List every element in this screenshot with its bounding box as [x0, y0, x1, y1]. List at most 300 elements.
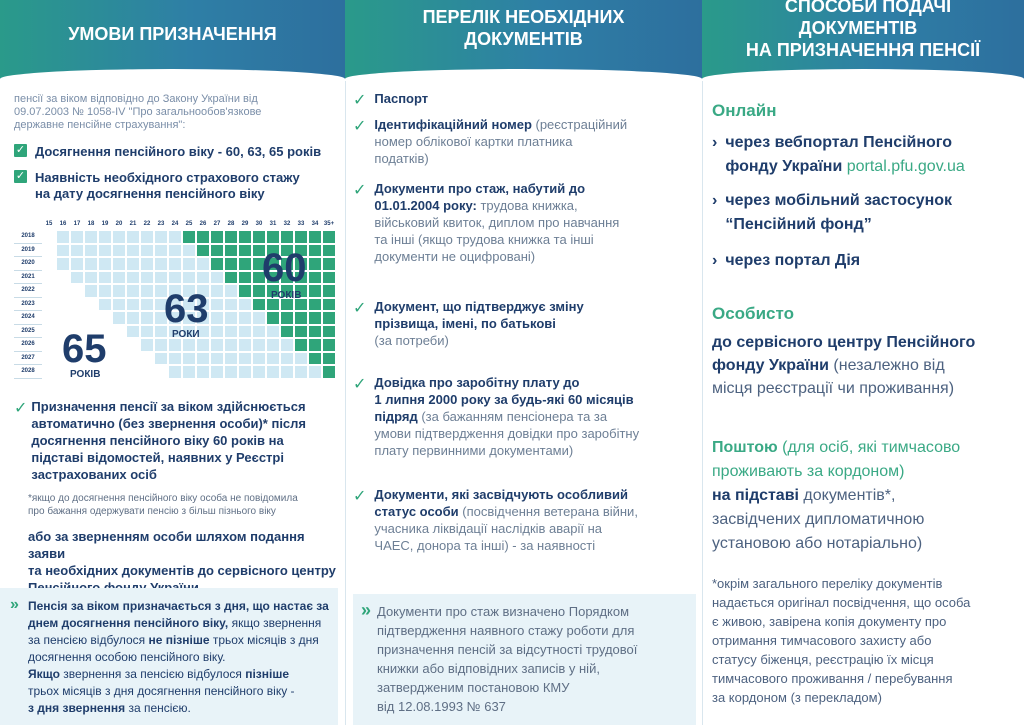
grid-cell [140, 311, 154, 325]
grid-cell [322, 257, 336, 271]
grid-cell [308, 284, 322, 298]
grid-cell [308, 257, 322, 271]
grid-cell [224, 298, 238, 312]
grid-cell [308, 244, 322, 258]
grid-cell [112, 325, 126, 339]
grid-cell [322, 298, 336, 312]
grid-cell [210, 311, 224, 325]
grid-column-header: 17 [73, 221, 81, 227]
grid-cell [168, 338, 182, 352]
grid-cell [140, 325, 154, 339]
grid-cell [84, 298, 98, 312]
grid-cell [126, 352, 140, 366]
grid-cell [294, 352, 308, 366]
checkbox-checked-icon: ✓ [15, 170, 26, 182]
grid-cell [70, 244, 84, 258]
documents-list [353, 90, 698, 576]
box-line: призначення пенсій за відсутності трудової [377, 642, 638, 657]
age-63-label: 63 [164, 287, 209, 331]
apply-text [28, 528, 345, 596]
condition-age-text: Досягнення пенсійного віку - 60, 63, 65 років [35, 144, 322, 159]
grid-cell [252, 325, 266, 339]
grid-cell [98, 257, 112, 271]
footnote-line: статусу біженця, реєстрацію їх місця [712, 652, 934, 667]
grid-column-header: 21 [129, 221, 137, 227]
checkbox-checked-icon: ✓ [15, 144, 26, 156]
option-mobile-text: через мобільний застосунок [725, 192, 953, 209]
grid-column-header: 30 [255, 221, 263, 227]
chevron-right-icon: › [712, 252, 718, 269]
grid-column-header: 20 [115, 221, 123, 227]
box-bold: Якщо [28, 667, 60, 681]
grid-cell [322, 230, 336, 244]
box-text: за пенсією. [125, 701, 191, 715]
option-webportal-text: фонду України [725, 158, 843, 175]
grid-column-header: 29 [241, 221, 249, 227]
mail-heading: Поштою [712, 439, 778, 456]
chevron-right-icon: › [712, 134, 718, 151]
grid-cell [308, 338, 322, 352]
grid-cell [70, 284, 84, 298]
grid-cell [322, 365, 336, 379]
grid-cell [84, 311, 98, 325]
document-id-note: номер облікової картки платника [374, 134, 573, 149]
document-salary-note: (за бажанням пенсіонера та за [417, 409, 608, 424]
document-item [353, 180, 698, 298]
grid-cell [70, 271, 84, 285]
grid-year-label: 2019 [14, 244, 42, 258]
grid-cell [238, 257, 252, 271]
grid-cell [322, 284, 336, 298]
grid-column-header: 16 [59, 221, 67, 227]
grid-cell [182, 244, 196, 258]
personal-bold: фонду України [712, 357, 829, 374]
grid-cell [238, 311, 252, 325]
grid-column-header: 24 [171, 221, 179, 227]
condition-experience-text [35, 170, 300, 202]
grid-cell [126, 311, 140, 325]
grid-cell [56, 230, 70, 244]
grid-cell [70, 230, 84, 244]
stazh-order-box [353, 594, 696, 725]
intro-text: пенсії за віком відповідно до Закону України від 09.07.2003 № 1058-IV "Про загальнообов'язкове державне пенсійне страхування": [14, 93, 262, 131]
condition-age [14, 144, 321, 160]
grid-cell [84, 257, 98, 271]
grid-cell [308, 325, 322, 339]
grid-cell [224, 365, 238, 379]
grid-cell [210, 325, 224, 339]
conditions-column [0, 0, 345, 725]
grid-cell [98, 230, 112, 244]
document-status-note: учасника ліквідації наслідків аварії на [374, 521, 603, 536]
grid-cell [252, 338, 266, 352]
document-salary-note: плату первинними документами) [374, 443, 574, 458]
grid-column-header: 32 [283, 221, 291, 227]
grid-cell [126, 325, 140, 339]
grid-cell [224, 271, 238, 285]
grid-cell [98, 271, 112, 285]
grid-year-label: 2026 [14, 338, 42, 352]
document-salary: підряд [374, 409, 418, 424]
check-icon: ✓ [353, 300, 367, 317]
document-status: статус особи [374, 504, 459, 519]
submission-title [702, 1, 1024, 67]
grid-cell [238, 230, 252, 244]
grid-cell [224, 352, 238, 366]
grid-cell [280, 352, 294, 366]
grid-cell [168, 257, 182, 271]
grid-cell [238, 338, 252, 352]
footnote [28, 492, 298, 518]
grid-cell [224, 244, 238, 258]
grid-cell [182, 271, 196, 285]
grid-cell [252, 311, 266, 325]
apply-line: або за зверненням особи шляхом подання заяви [28, 529, 305, 561]
grid-cell [224, 230, 238, 244]
grid-cell [280, 311, 294, 325]
grid-cell [140, 338, 154, 352]
document-status-note: ЧАЕС, донора та інші) - за наявності [374, 538, 596, 553]
box-line: Документи про стаж визначено Порядком [377, 604, 630, 619]
document-item [353, 298, 698, 374]
grid-cell [308, 298, 322, 312]
grid-cell [112, 230, 126, 244]
grid-cell [210, 230, 224, 244]
grid-column-header: 28 [227, 221, 235, 227]
footnote-line: є живою, завірена копія документу про [712, 614, 947, 629]
grid-cell [42, 311, 56, 325]
grid-cell [154, 352, 168, 366]
condition-experience [14, 170, 300, 202]
option-diia [712, 249, 1022, 273]
grid-cell [238, 284, 252, 298]
grid-cell [308, 230, 322, 244]
grid-cell [294, 230, 308, 244]
grid-cell [294, 365, 308, 379]
grid-cell [238, 271, 252, 285]
grid-cell [140, 365, 154, 379]
grid-cell [126, 257, 140, 271]
footnote-line: про бажання одержувати пенсію з більш пізнього віку [28, 506, 276, 517]
grid-cell [210, 257, 224, 271]
option-webportal-text: через вебпортал Пенсійного [725, 134, 953, 151]
grid-cell [56, 244, 70, 258]
grid-cell [98, 244, 112, 258]
grid-cell [238, 365, 252, 379]
grid-cell [252, 230, 266, 244]
grid-cell [196, 338, 210, 352]
grid-cell [238, 325, 252, 339]
grid-cell [252, 298, 266, 312]
mail-bold: на підставі [712, 487, 799, 504]
grid-cell [56, 311, 70, 325]
submission-title-line: НА ПРИЗНАЧЕННЯ ПЕНСІЇ [745, 40, 981, 60]
age-65-sub: РОКІВ [70, 369, 101, 380]
grid-cell [294, 325, 308, 339]
grid-year-label: 2018 [14, 230, 42, 244]
grid-cell [210, 352, 224, 366]
document-id-note: податків) [374, 151, 429, 166]
grid-cell [182, 352, 196, 366]
grid-cell [42, 257, 56, 271]
grid-cell [168, 230, 182, 244]
grid-year-label: 2020 [14, 257, 42, 271]
grid-cell [126, 230, 140, 244]
grid-cell [266, 230, 280, 244]
check-icon: ✓ [353, 92, 367, 109]
footnote-line: надається оригінал посвідчення, що особа [712, 595, 971, 610]
grid-cell [224, 338, 238, 352]
submission-header [702, 0, 1024, 80]
grid-cell [210, 244, 224, 258]
grid-cell [196, 271, 210, 285]
grid-cell [210, 284, 224, 298]
grid-cell [196, 257, 210, 271]
grid-cell [322, 311, 336, 325]
grid-cell [322, 352, 336, 366]
box-line: затвердженим постановою КМУ [377, 680, 570, 695]
document-passport: Паспорт [374, 91, 429, 106]
mail-text-line: засвідчених дипломатичною [712, 511, 925, 528]
grid-cell [210, 298, 224, 312]
grid-cell [112, 271, 126, 285]
grid-cell [210, 365, 224, 379]
age-65-label: 65 [62, 327, 107, 371]
grid-column-header: 22 [143, 221, 151, 227]
box-line: підтвердження наявного стажу роботи для [377, 623, 635, 638]
auto-line: автоматично (без звернення особи)* після [31, 416, 307, 431]
grid-cell [70, 298, 84, 312]
grid-cell [56, 284, 70, 298]
double-chevron-icon: » [10, 596, 19, 613]
grid-cell [126, 298, 140, 312]
option-diia-text: через портал Дія [725, 252, 861, 269]
grid-cell [112, 352, 126, 366]
grid-cell [294, 338, 308, 352]
document-stazh-note: документи не оцифровані) [374, 249, 536, 264]
documents-header [345, 0, 702, 80]
check-icon: ✓ [353, 182, 367, 199]
grid-cell [140, 244, 154, 258]
grid-cell [126, 365, 140, 379]
grid-cell [308, 311, 322, 325]
footnote-line: *якщо до досягнення пенсійного віку особа не повідомила [28, 493, 298, 504]
grid-cell [154, 230, 168, 244]
box-bold: днем досягнення пенсійного віку, [28, 616, 229, 630]
document-item [353, 374, 698, 486]
grid-cell [182, 365, 196, 379]
age-60-sub: РОКІВ [271, 290, 302, 301]
check-icon: ✓ [14, 400, 28, 417]
grid-cell [112, 244, 126, 258]
grid-column-header: 26 [199, 221, 207, 227]
grid-cell [238, 298, 252, 312]
document-item [353, 90, 698, 116]
grid-cell [168, 271, 182, 285]
grid-cell [140, 352, 154, 366]
grid-cell [56, 298, 70, 312]
box-text: за пенсією відбулося [28, 633, 149, 647]
grid-year-label: 2022 [14, 284, 42, 298]
grid-cell [210, 338, 224, 352]
grid-cell [224, 257, 238, 271]
grid-cell [238, 244, 252, 258]
grid-cell [84, 244, 98, 258]
grid-column-header: 23 [157, 221, 165, 227]
grid-cell [168, 244, 182, 258]
mail-text-line: документів*, [798, 487, 896, 504]
grid-cell [70, 257, 84, 271]
box-bold: з дня звернення [28, 701, 126, 715]
grid-year-label: 2028 [14, 365, 42, 379]
grid-cell [322, 271, 336, 285]
documents-title-line: ПЕРЕЛІК НЕОБХІДНИХ [422, 7, 625, 27]
chevron-right-icon: › [712, 192, 718, 209]
grid-cell [154, 338, 168, 352]
grid-cell [294, 311, 308, 325]
footnote-line: *окрім загального переліку документів [712, 576, 943, 591]
box-line: Пенсія за віком призначається з дня, що настає за [28, 599, 329, 613]
document-salary: 1 липня 2000 року за будь-які 60 місяців [374, 392, 634, 407]
grid-cell [112, 365, 126, 379]
auto-line: підставі відомостей, наявних у Реєстрі [31, 450, 284, 465]
grid-column-header: 25 [185, 221, 193, 227]
submission-title-line: СПОСОБИ ПОДАЧІ ДОКУМЕНТІВ [784, 0, 952, 38]
grid-year-label: 2021 [14, 271, 42, 285]
grid-column-header: 19 [101, 221, 109, 227]
grid-cell [196, 230, 210, 244]
grid-cell [196, 352, 210, 366]
grid-cell [84, 230, 98, 244]
grid-cell [182, 338, 196, 352]
grid-column-header: 31 [269, 221, 277, 227]
mail-text [712, 436, 1022, 556]
document-salary: Довідка про заробітну плату до [374, 375, 580, 390]
grid-cell [210, 271, 224, 285]
check-icon: ✓ [353, 118, 367, 135]
grid-year-label: 2024 [14, 311, 42, 325]
condition-experience-line2: на дату досягнення пенсійного віку [35, 186, 265, 201]
grid-cell [42, 284, 56, 298]
document-id-title: Ідентифікаційний номер [374, 117, 536, 132]
age-60-label: 60 [262, 246, 307, 290]
box-line: книжки або відповідних записів у ній, [377, 661, 600, 676]
document-item [353, 486, 698, 576]
document-name-change: прізвища, імені, по батькові [374, 316, 556, 331]
grid-cell [280, 325, 294, 339]
grid-cell [42, 365, 56, 379]
grid-cell [42, 338, 56, 352]
grid-cell [98, 311, 112, 325]
grid-cell [98, 284, 112, 298]
personal-note: (незалежно від [828, 357, 945, 374]
grid-cell [252, 352, 266, 366]
grid-cell [42, 271, 56, 285]
mail-note: проживають за кордоном) [712, 463, 905, 480]
grid-cell [84, 271, 98, 285]
portal-link[interactable]: portal.pfu.gov.ua [846, 158, 965, 175]
documents-title-line: ДОКУМЕНТІВ [464, 29, 583, 49]
mail-text-line: установою або нотаріально) [712, 535, 923, 552]
condition-experience-line1: Наявність необхідного страхового стажу [35, 170, 300, 185]
grid-cell [168, 365, 182, 379]
assignment-date-box [0, 588, 338, 725]
footnote-line: за кордоном (з перекладом) [712, 690, 882, 705]
document-stazh-note: військовий квиток, диплом про навчання [374, 215, 620, 230]
grid-cell [252, 365, 266, 379]
grid-cell [322, 325, 336, 339]
document-stazh-title: Документи про стаж, набутий до [374, 181, 586, 196]
grid-cell [112, 298, 126, 312]
double-chevron-icon: » [361, 600, 372, 620]
grid-cell [308, 365, 322, 379]
grid-cell [42, 244, 56, 258]
grid-cell [266, 338, 280, 352]
grid-year-label: 2023 [14, 298, 42, 312]
personal-text [712, 331, 1022, 400]
auto-line: досягнення пенсійного віку 60 років на [31, 433, 284, 448]
grid-cell [140, 257, 154, 271]
box-line: трьох місяців з дня досягнення пенсійного віку - [28, 684, 295, 698]
grid-cell [154, 257, 168, 271]
grid-column-header: 33 [297, 221, 305, 227]
grid-cell [266, 365, 280, 379]
box-text: звернення за пенсією відбулося [59, 667, 246, 681]
apply-line: та необхідних документів до сервісного центру [28, 563, 336, 578]
mail-note: (для осіб, які тимчасово [777, 439, 961, 456]
grid-cell [266, 311, 280, 325]
conditions-header [0, 0, 345, 80]
option-mobile-app [712, 189, 1022, 237]
document-name-change: Документ, що підтверджує зміну [374, 299, 584, 314]
grid-cell [98, 298, 112, 312]
check-icon: ✓ [353, 488, 367, 505]
online-options [712, 131, 1022, 273]
footnote-line: отримання тимчасового захисту або [712, 633, 932, 648]
personal-note: місця реєстрації чи проживання) [712, 380, 955, 397]
grid-cell [322, 244, 336, 258]
grid-year-label: 2025 [14, 325, 42, 339]
box-line: досягнення особою пенсійного віку. [28, 650, 226, 664]
document-stazh-note: та інші (якщо трудова книжка та інші [374, 232, 594, 247]
grid-cell [154, 244, 168, 258]
grid-cell [182, 257, 196, 271]
grid-cell [112, 284, 126, 298]
grid-cell [126, 338, 140, 352]
grid-cell [182, 230, 196, 244]
grid-cell [238, 352, 252, 366]
online-heading: Онлайн [712, 101, 777, 120]
grid-cell [168, 352, 182, 366]
grid-cell [224, 311, 238, 325]
auto-line: Призначення пенсії за віком здійснюється [31, 399, 306, 414]
grid-column-header: 15 [45, 221, 53, 227]
grid-cell [112, 338, 126, 352]
grid-cell [42, 352, 56, 366]
document-stazh-title: 01.01.2004 року: [374, 198, 477, 213]
document-stazh-note: трудова книжка, [476, 198, 578, 213]
grid-cell [56, 271, 70, 285]
document-item [353, 116, 698, 180]
footnote-line: тимчасового проживання / перебування [712, 671, 953, 686]
grid-year-label: 2027 [14, 352, 42, 366]
grid-cell [266, 325, 280, 339]
grid-cell [140, 230, 154, 244]
personal-heading: Особисто [712, 304, 794, 323]
grid-cell [56, 257, 70, 271]
personal-line: до сервісного центру Пенсійного [712, 334, 976, 351]
grid-cell [308, 271, 322, 285]
